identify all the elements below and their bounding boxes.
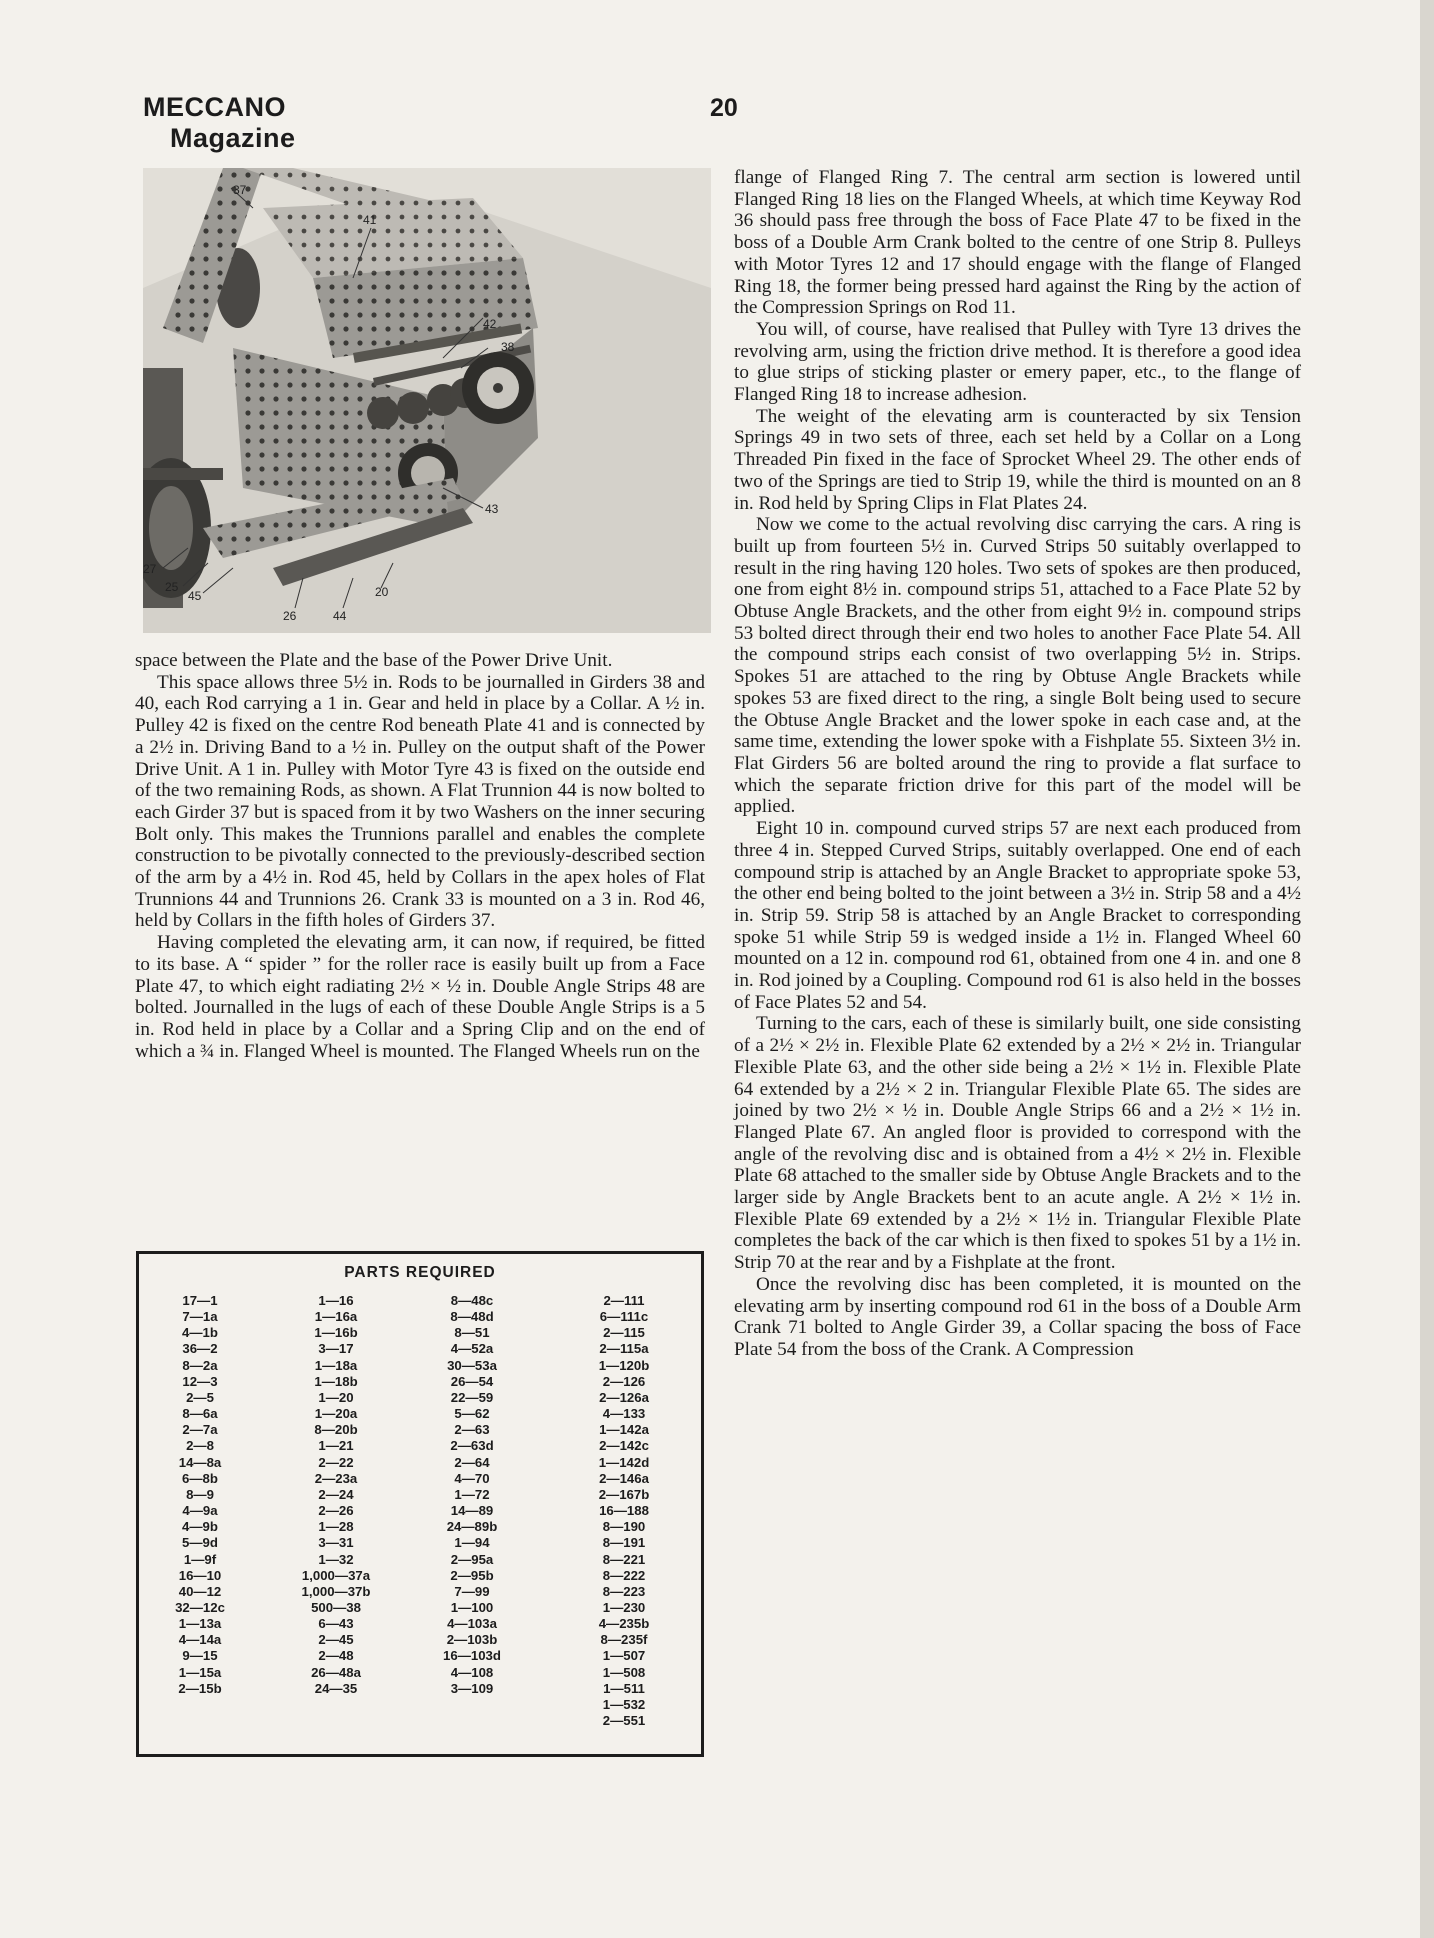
part-entry: 2—126a xyxy=(599,1389,649,1405)
part-entry: 24—35 xyxy=(314,1680,358,1696)
part-entry: 4—9b xyxy=(182,1519,218,1535)
part-entry: 4—103a xyxy=(447,1616,497,1632)
part-entry: 1—16 xyxy=(318,1293,354,1308)
part-entry: 2—24 xyxy=(318,1486,354,1502)
meccano-elevating-arm-illustration xyxy=(143,168,711,633)
part-entry: 6—111c xyxy=(599,1309,649,1325)
parts-column xyxy=(417,1293,527,1697)
part-entry: 8—9 xyxy=(186,1486,214,1502)
part-entry: 1—18b xyxy=(314,1373,358,1389)
part-entry: 1—230 xyxy=(602,1599,646,1615)
paragraph: Having completed the elevating arm, it can now, if required, be fitted to its base. A “ spider ” for the roller race is easily built up from a Face Plate 47, to which eight radiating 2½ × ½ in. Double Angle Strips 48 are bolted. Journalled in the lugs of each of these Double Angle Strips is a 5 in. Rod held in place by a Collar and a Spring Clip and on the end of which a ¾ in. Flanged Wheel is mounted. The Flanged Wheels run on the xyxy=(135,932,705,1062)
part-entry: 40—12 xyxy=(178,1583,222,1599)
part-entry: 12—3 xyxy=(182,1373,218,1389)
callout-37: 37 xyxy=(233,183,247,197)
part-entry: 2—63d xyxy=(450,1438,494,1454)
part-entry: 2—64 xyxy=(454,1454,490,1470)
paragraph: The weight of the elevating arm is counteracted by six Tension Springs 49 in two sets of three, each set held by a Collar on a Long Threaded Pin fixed in the face of Sprocket Wheel 29. The other ends of two of the Springs are tied to Strip 19, while the third is mounted on an 8 in. Rod held by Spring Clips in Flat Plates 24. xyxy=(734,405,1301,514)
part-entry: 1—142d xyxy=(598,1454,650,1470)
part-entry: 2—7a xyxy=(182,1422,218,1438)
part-entry: 17—1 xyxy=(182,1293,218,1308)
part-entry: 30—53a xyxy=(447,1357,497,1373)
masthead-line-1: MECCANO xyxy=(143,92,286,122)
part-entry: 1—13a xyxy=(178,1616,222,1632)
part-entry: 1—15a xyxy=(178,1664,222,1680)
part-entry: 2—8 xyxy=(186,1438,214,1454)
callout-42: 42 xyxy=(483,317,497,331)
part-entry: 2—115 xyxy=(603,1325,645,1341)
right-text-column xyxy=(734,167,1301,1361)
part-entry: 1—32 xyxy=(318,1551,354,1567)
part-entry: 2—146a xyxy=(599,1470,649,1486)
callout-41: 41 xyxy=(363,213,377,227)
part-entry: 4—70 xyxy=(454,1470,490,1486)
part-entry: 1—532 xyxy=(602,1696,646,1712)
part-entry: 1—142a xyxy=(599,1422,649,1438)
part-entry: 16—103d xyxy=(443,1648,501,1664)
part-entry: 8—51 xyxy=(454,1325,490,1341)
parts-required-table xyxy=(136,1251,704,1757)
part-entry: 9—15 xyxy=(182,1648,218,1664)
part-entry: 2—48 xyxy=(318,1648,354,1664)
callout-45: 45 xyxy=(188,589,202,603)
part-entry: 2—95a xyxy=(450,1551,494,1567)
part-entry: 14—8a xyxy=(178,1454,222,1470)
paragraph: Now we come to the actual revolving disc carrying the cars. A ring is built up from fourteen 5½ in. Curved Strips 50 suitably overlapped to result in the ring having 120 holes. Two sets of spokes are then produced, one from eight 8½ in. compound strips 51, attached to a Face Plate 52 by Obtuse Angle Brackets, and the other from eight 9½ in. compound strips 53 bolted direct through their end two holes to another Face Plate 54. All the compound strips each consist of two overlapping 5½ in. Strips. Spokes 51 are attached to the ring by Obtuse Angle Brackets while spokes 53 are fixed direct to the ring, a single Bolt being used to secure the Obtuse Angle Bracket and the lower spoke in each case and, at the same time, extending the lower spoke with a Fishplate 55. Sixteen 3½ in. Flat Girders 56 are bolted around the ring to provide a flat surface to which the separate friction drive for this part of the model will be applied. xyxy=(734,514,1301,818)
part-entry: 2—63 xyxy=(454,1422,490,1438)
part-entry: 2—15b xyxy=(178,1680,222,1696)
part-entry: 24—89b xyxy=(446,1519,498,1535)
left-text-column xyxy=(135,650,705,1062)
part-entry: 2—23a xyxy=(314,1470,358,1486)
part-entry: 1—120b xyxy=(598,1357,650,1373)
part-entry: 2—5 xyxy=(186,1389,214,1405)
part-entry: 3—17 xyxy=(318,1341,354,1357)
callout-27: 27 xyxy=(143,562,157,576)
callout-44: 44 xyxy=(333,609,347,623)
part-entry: 2—95b xyxy=(450,1567,494,1583)
paragraph: Once the revolving disc has been completed, it is mounted on the elevating arm by inserting compound rod 61 in the boss of a Double Arm Crank 71 bolted to Angle Girder 39, a Collar spacing the boss of Face Plate 54 from the boss of the Crank. A Compression xyxy=(734,1273,1301,1360)
part-entry: 1—72 xyxy=(454,1486,490,1502)
part-entry: 5—9d xyxy=(182,1535,218,1551)
page-number: 20 xyxy=(710,94,738,122)
part-entry: 3—31 xyxy=(318,1535,354,1551)
part-entry: 1—511 xyxy=(603,1680,645,1696)
part-entry: 16—188 xyxy=(599,1503,649,1519)
part-entry: 1—508 xyxy=(602,1664,646,1680)
part-entry: 2—167b xyxy=(598,1486,650,1502)
callout-20: 20 xyxy=(375,585,389,599)
part-entry: 5—62 xyxy=(454,1406,490,1422)
paragraph: You will, of course, have realised that Pulley with Tyre 13 drives the revolving arm, using the friction drive method. It is therefore a good idea to glue strips of sticking plaster or emery paper, etc., to the flange of Flanged Ring 18 to increase adhesion. xyxy=(734,318,1301,406)
part-entry: 4—133 xyxy=(602,1406,646,1422)
magazine-masthead xyxy=(143,92,296,154)
callout-25: 25 xyxy=(165,580,179,594)
part-entry: 6—43 xyxy=(318,1616,354,1632)
part-entry: 1—20 xyxy=(318,1389,354,1405)
part-entry: 2—551 xyxy=(602,1713,646,1729)
part-entry: 3—109 xyxy=(450,1680,494,1696)
part-entry: 14—89 xyxy=(450,1503,494,1519)
part-entry: 8—223 xyxy=(602,1583,646,1599)
part-entry: 2—126 xyxy=(602,1373,646,1389)
page-edge-shadow xyxy=(1420,0,1434,1938)
part-entry: 4—52a xyxy=(450,1341,494,1357)
parts-column xyxy=(145,1293,255,1697)
part-entry: 2—115a xyxy=(599,1341,649,1357)
part-entry: 4—235b xyxy=(598,1616,650,1632)
part-entry: 2—26 xyxy=(318,1503,354,1519)
callout-38: 38 xyxy=(501,340,515,354)
paragraph: Eight 10 in. compound curved strips 57 are next each produced from three 4 in. Stepped Curved Strips, suitably overlapped. One end of each compound strip is attached by an Angle Bracket to appropriate spoke 53, the other end being bolted to the joint between a 3½ in. Strip 58 and a 4½ in. Strip 59. Strip 58 is attached by an Angle Bracket to corresponding spoke 51 while Strip 59 is wedged inside a 1½ in. Flanged Wheel 60 mounted on a 12 in. compound rod 61, obtained from one 4 in. and one 8 in. Rod joined by a Coupling. Compound rod 61 is also held in the bosses of Face Plates 52 and 54. xyxy=(734,818,1301,1013)
part-entry: 1—20a xyxy=(314,1406,358,1422)
part-entry: 8—6a xyxy=(182,1406,218,1422)
part-entry: 1—94 xyxy=(454,1535,490,1551)
part-entry: 1—100 xyxy=(450,1599,494,1615)
part-entry: 4—108 xyxy=(450,1664,494,1680)
callout-43: 43 xyxy=(485,502,499,516)
part-entry: 36—2 xyxy=(182,1341,218,1357)
paragraph: flange of Flanged Ring 7. The central arm section is lowered until Flanged Ring 18 lies on the Flanged Wheels, at which time Keyway Rod 36 should pass free through the boss of Face Plate 47 to be fixed in the boss of a Double Arm Crank bolted to the centre of one Strip 8. Pulleys with Motor Tyres 12 and 17 should engage with the flange of Flanged Ring 18, the former being pressed hard against the Ring by the action of the Compression Springs on Rod 11. xyxy=(734,167,1301,319)
parts-column xyxy=(569,1293,679,1729)
part-entry: 4—1b xyxy=(182,1325,218,1341)
part-entry: 1—507 xyxy=(602,1648,646,1664)
parts-column xyxy=(281,1293,391,1697)
part-entry: 8—20b xyxy=(314,1422,358,1438)
part-entry: 1,000—37b xyxy=(301,1583,371,1599)
part-entry: 8—235f xyxy=(600,1632,648,1648)
part-entry: 26—48a xyxy=(311,1664,361,1680)
part-entry: 1—16b xyxy=(314,1325,358,1341)
part-entry: 4—9a xyxy=(182,1503,218,1519)
part-entry: 8—222 xyxy=(602,1567,646,1583)
part-entry: 8—48c xyxy=(450,1293,494,1308)
part-entry: 8—2a xyxy=(182,1357,218,1373)
paragraph: This space allows three 5½ in. Rods to be journalled in Girders 38 and 40, each Rod carrying a 1 in. Gear and held in place by a Collar. A ½ in. Pulley 42 is fixed on the centre Rod beneath Plate 41 and is connected by a 2½ in. Driving Band to a ½ in. Pulley on the output shaft of the Power Drive Unit. A 1 in. Pulley with Motor Tyre 43 is fixed on the outside end of the two remaining Rods, as shown. A Flat Trunnion 44 is now bolted to each Girder 37 but is spaced from it by two Washers on the inner securing Bolt only. This makes the Trunnions parallel and enables the complete construction to be pivotally connected to the previously-described section of the arm by a 4½ in. Rod 45, held by Collars in the apex holes of Flat Trunnions 44 and Trunnions 26. Crank 33 is mounted on a 3 in. Rod 46, held by Collars in the fifth holes of Girders 37. xyxy=(135,671,705,932)
paragraph: Turning to the cars, each of these is similarly built, one side consisting of a 2½ × 2½ in. Flexible Plate 62 extended by a 2½ × 2½ in. Triangular Flexible Plate 63, and the other side being a 2½ × 1½ in. Flexible Plate 64 extended by a 2½ × 2 in. Triangular Flexible Plate 65. The sides are joined by two 2½ × ½ in. Double Angle Strips 66 and a 2½ × 1½ in. Flanged Plate 67. An angled floor is provided to correspond with the angle of the revolving disc and is obtained from a 4½ × 2½ in. Flexible Plate 68 attached to the smaller side by Obtuse Angle Brackets and to the larger side by Angle Brackets bent to an acute angle. A 2½ × 1½ in. Flexible Plate 69 extended by a 2½ × 1½ in. Triangular Flexible Plate completes the back of the car which is then fixed to spokes 51 by a 1½ in. Strip 70 at the rear and by a Fishplate at the front. xyxy=(734,1013,1301,1274)
part-entry: 16—10 xyxy=(178,1567,222,1583)
parts-table-title: PARTS REQUIRED xyxy=(344,1264,496,1281)
callout-26: 26 xyxy=(283,609,297,623)
part-entry: 26—54 xyxy=(450,1373,494,1389)
part-entry: 500—38 xyxy=(311,1599,361,1615)
part-entry: 7—1a xyxy=(182,1309,218,1325)
part-entry: 8—191 xyxy=(602,1535,646,1551)
part-entry: 2—103b xyxy=(446,1632,498,1648)
part-entry: 32—12c xyxy=(175,1599,225,1615)
masthead-line-2: Magazine xyxy=(170,123,296,153)
paragraph: space between the Plate and the base of the Power Drive Unit. xyxy=(135,650,613,671)
part-entry: 2—45 xyxy=(318,1632,354,1648)
part-entry: 4—14a xyxy=(178,1632,222,1648)
part-entry: 8—190 xyxy=(602,1519,646,1535)
part-entry: 1,000—37a xyxy=(301,1567,371,1583)
part-entry: 2—111 xyxy=(603,1293,645,1308)
part-entry: 1—21 xyxy=(318,1438,354,1454)
part-entry: 8—48d xyxy=(450,1309,494,1325)
part-entry: 6—8b xyxy=(182,1470,218,1486)
part-entry: 22—59 xyxy=(450,1389,494,1405)
model-photo xyxy=(143,168,711,633)
part-entry: 1—9f xyxy=(183,1551,217,1567)
part-entry: 2—142c xyxy=(599,1438,649,1454)
part-entry: 1—28 xyxy=(318,1519,354,1535)
part-entry: 1—18a xyxy=(314,1357,358,1373)
part-entry: 8—221 xyxy=(602,1551,646,1567)
part-entry: 1—16a xyxy=(314,1309,358,1325)
part-entry: 2—22 xyxy=(318,1454,354,1470)
part-entry: 7—99 xyxy=(454,1583,490,1599)
